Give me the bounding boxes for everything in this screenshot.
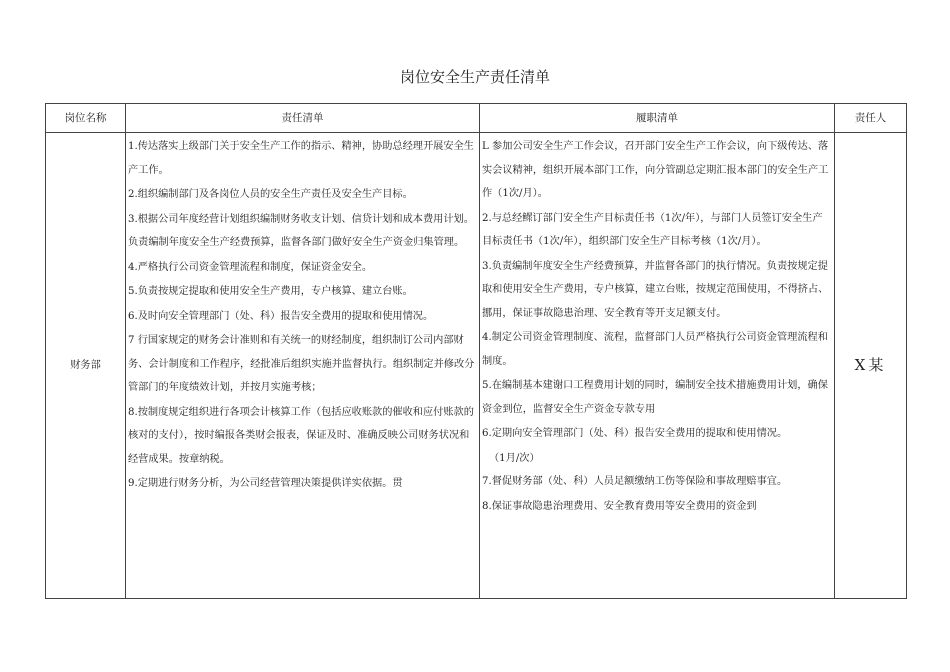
performance-item: 7.督促财务部（处、科）人员足额缴纳工伤等保险和事故理赔事宜。 [482,476,788,487]
post-name-cell: 财务部 [46,133,126,599]
header-duties: 责任清单 [126,104,480,133]
table-row [46,133,907,599]
performance-item: （1月/次） [489,452,540,464]
duty-item: 7 行国家规定的财务会计准则和有关统一的财经制度，组织制订公司内部财务、会计制度和工作程序，经批准后组织实施并监督执行。组织制定并修改分管部门的年度绩效计划，并按月实施考核； [128,335,475,393]
duties-cell [126,133,480,599]
performance-item: 6.定期向安全管理部门（处、科）报告安全费用的提取和使用情况。 [482,428,788,439]
header-person: 责任人 [835,104,907,133]
duty-item: 8.按制度规定组织进行各项会计核算工作（包括应收账款的催收和应付账款的核对的支付），按时编报各类财会报表，保证及时、准确反映公司财务状况和经营成果。按章纳税。 [128,406,474,465]
responsibility-table [45,103,907,599]
duty-item: 6.及时向安全管理部门（处、科）报告安全费用的提取和使用情况。 [128,310,434,322]
duty-item: 3.根据公司年度经营计划组织编制财务收支计划、信贷计划和成本费用计划。负责编制年度安全生产经费预算，监督各部门做好安全生产资金归集管理。 [128,213,474,248]
performance-item: 4.制定公司资金管理制度、流程，监督部门人员严格执行公司资金管理流程和制度。 [482,332,828,367]
page-title: 岗位安全生产责任清单 [399,68,550,86]
header-post: 岗位名称 [46,104,126,133]
responsible-person-cell: X某 [835,133,907,599]
duty-item: 9.定期进行财务分析，为公司经营管理决策提供详实依据。贯 [128,478,403,489]
performance-item: L 参加公司安全生产工作会议，召开部门安全生产工作会议，向下级传达、落实会议精神，组织开展本部门工作，向分管副总定期汇报本部门的安全生产工作（1次/月）。 [482,141,829,199]
performance-item: 2.与总经鳏订部门安全生产目标责任书（1次/年），与部门人员签订安全生产目标责任书（1次/年），组织部门安全生产目标考核（1次/月）。 [482,212,823,247]
performance-item: 3.负责编制年度安全生产经费预算，并监督各部门的执行情况。负责按规定提取和使用安全生产费用，专户核算，建立台账，按规定范围使用，不得挤占、挪用，保证事故隐患治理、安全教育等开支足额支付。 [482,260,829,319]
performance-item: 5.在编制基本建谢口工程费用计划的同时，编制安全技术措施费用计划，确保资金到位，监督安全生产资金专款专用 [482,380,828,415]
header-performance: 履职清单 [480,104,835,133]
duty-item: 1.传达落实上级部门关于安全生产工作的指示、精神，协助总经理开展安全生产工作。 [128,141,474,176]
duty-item: 2.组织编制部门及各岗位人员的安全生产责任及安全生产目标。 [128,189,413,200]
duty-item: 5.负责按规定提取和使用安全生产费用，专户核算、建立台账。 [128,286,413,297]
performance-item: 8.保证事故隐患治理费用、安全教育费用等安全费用的资金到 [482,500,757,512]
duty-item: 4.严格执行公司资金管理流程和制度，保证资金安全。 [128,261,373,273]
header-row [46,104,907,133]
performance-cell [480,133,835,599]
